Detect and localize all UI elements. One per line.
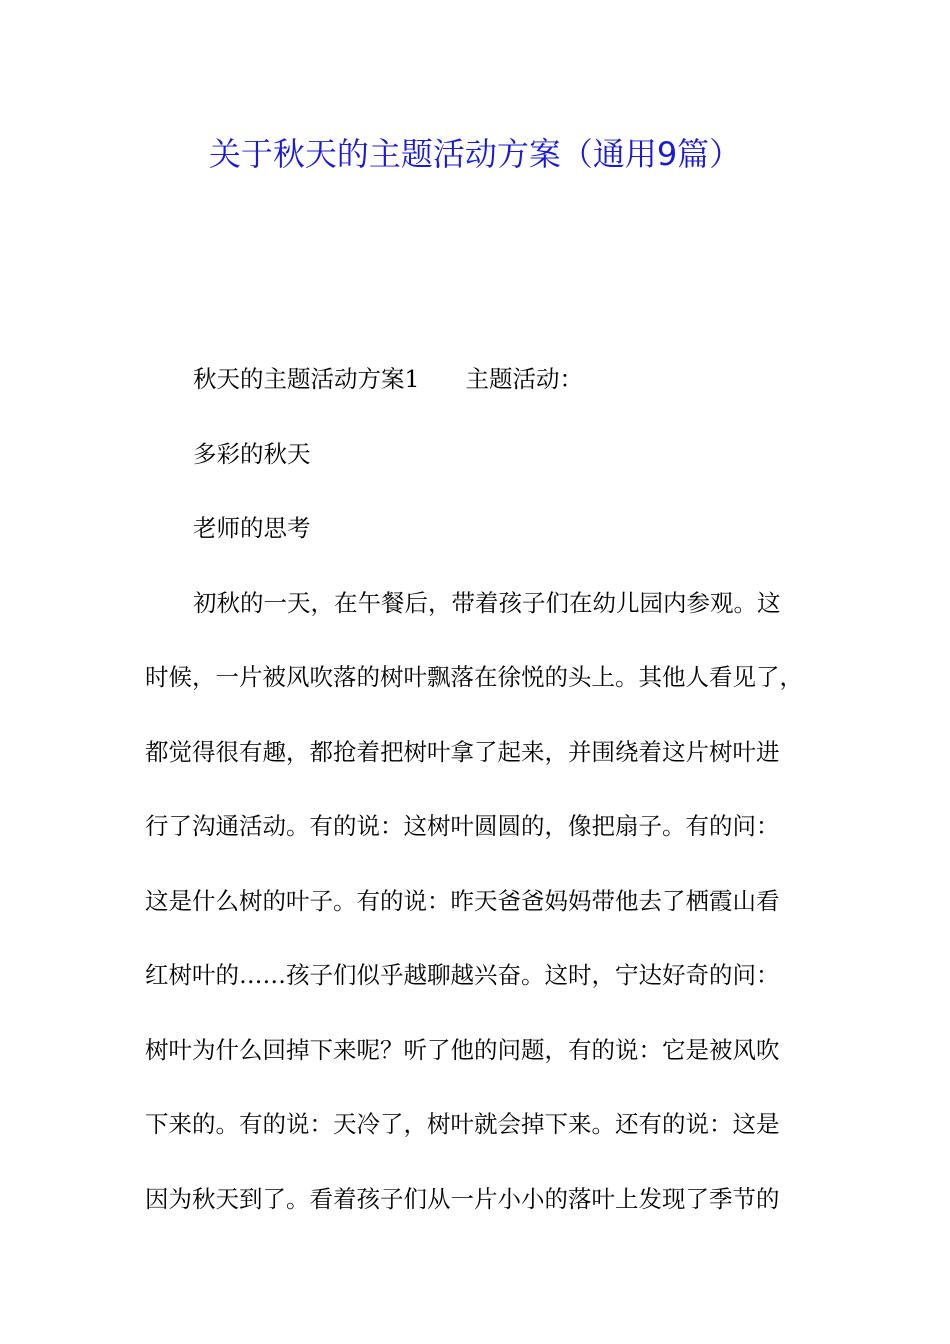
document-body xyxy=(145,342,805,1236)
paragraph-line: 红树叶的……孩子们似乎越聊越兴奋。这时，宁达好奇的问： xyxy=(145,961,780,989)
activity-heading xyxy=(145,342,805,417)
heading-left: 秋天的主题活动方案1 xyxy=(193,365,420,393)
paragraph-line: 时候，一片被风吹落的树叶飘落在徐悦的头上。其他人看见了， xyxy=(145,663,803,691)
document-title: 关于秋天的主题活动方案（通用9篇） xyxy=(208,135,742,173)
subtitle: 多彩的秋天 xyxy=(193,439,311,468)
paragraph-line: 这是什么树的叶子。有的说：昨天爸爸妈妈带他去了栖霞山看 xyxy=(145,886,780,915)
section-heading: 老师的思考 xyxy=(193,514,311,542)
paragraph-line: 下来的。有的说：天冷了，树叶就会掉下来。还有的说：这是 xyxy=(145,1110,780,1138)
paragraph-line: 行了沟通活动。有的说：这树叶圆圆的，像把扇子。有的问： xyxy=(145,812,780,840)
heading-right: 主题活动： xyxy=(465,365,583,393)
paragraph-line: 因为秋天到了。看着孩子们从一片小小的落叶上发现了季节的 xyxy=(145,1184,780,1213)
paragraph-line: 初秋的一天，在午餐后，带着孩子们在幼儿园内参观。这 xyxy=(193,588,781,617)
paragraph xyxy=(145,566,805,1237)
paragraph-line: 树叶为什么回掉下来呢？听了他的问题，有的说：它是被风吹 xyxy=(145,1035,780,1064)
paragraph-line: 都觉得很有趣，都抢着把树叶拿了起来，并围绕着这片树叶进 xyxy=(145,737,780,766)
